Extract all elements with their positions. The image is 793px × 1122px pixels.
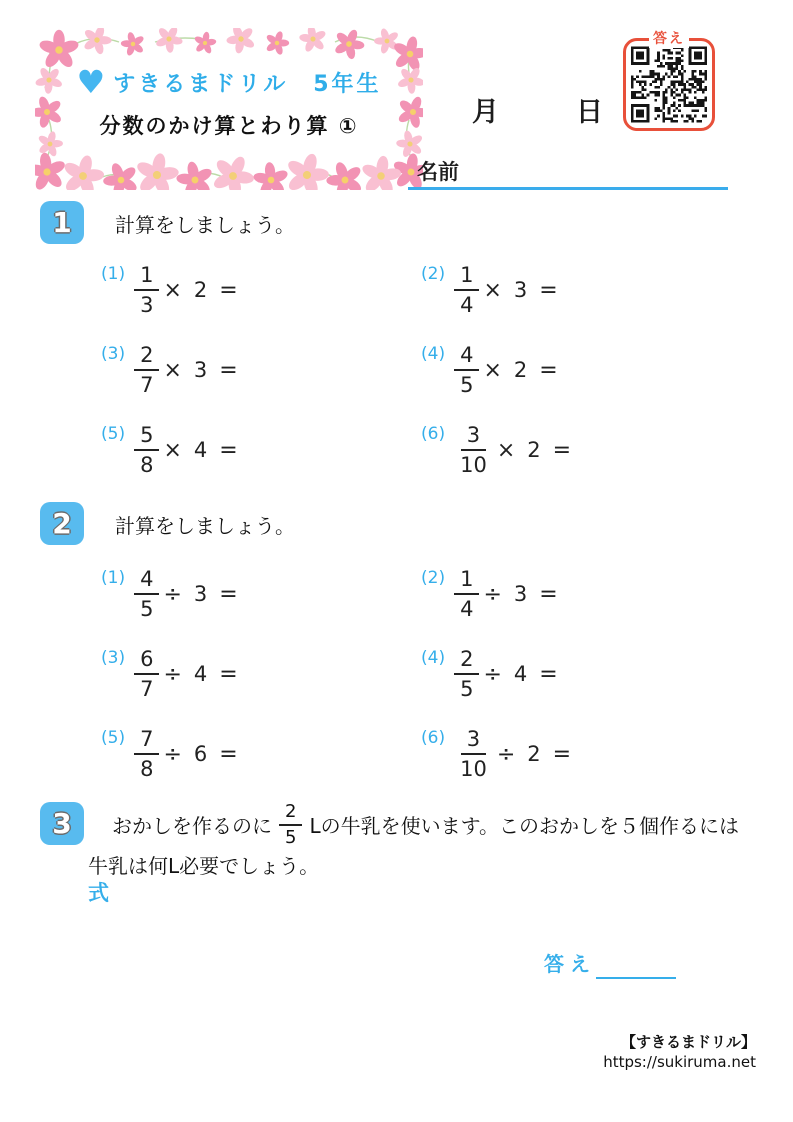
problem-2-5 — [101, 727, 238, 781]
fraction-numerator: 4 — [134, 567, 159, 595]
operator: × — [163, 437, 182, 463]
operator: ÷ — [496, 741, 516, 767]
fraction-numerator: 7 — [134, 727, 159, 755]
equals-sign: = — [219, 277, 238, 303]
fraction-denominator: 5 — [140, 597, 154, 622]
footer — [603, 1032, 756, 1072]
fraction-numerator: 2 — [454, 647, 479, 675]
problem-1-3 — [101, 343, 238, 397]
equals-sign: = — [219, 357, 238, 383]
name-entry-line — [408, 187, 728, 190]
fraction-denominator: 5 — [460, 677, 474, 702]
fraction — [134, 647, 159, 701]
fraction-denominator: 5 — [460, 373, 474, 398]
fraction-denominator: 7 — [140, 373, 154, 398]
name-label: 名前 — [417, 160, 459, 184]
fraction — [134, 727, 159, 781]
problem-1-6 — [421, 423, 571, 477]
fraction — [454, 263, 479, 317]
problem-label: (3) — [101, 648, 126, 668]
fraction — [279, 802, 302, 848]
problem-2-1 — [101, 567, 238, 621]
section-2-instruction: 計算をしましょう。 — [115, 514, 295, 538]
word-problem-text-after: Lの牛乳を使います。このおかしを５個作るには — [309, 814, 739, 839]
fraction — [134, 263, 159, 317]
fraction — [454, 567, 479, 621]
operator: ÷ — [163, 661, 182, 687]
operand: 4 — [193, 662, 208, 687]
operand: 2 — [513, 358, 528, 383]
section-1-instruction: 計算をしましょう。 — [115, 213, 295, 237]
fraction-denominator: 3 — [140, 293, 154, 318]
qr-code-image — [631, 46, 707, 123]
qr-answer-label: 答え — [649, 28, 689, 48]
operand: 2 — [527, 742, 541, 767]
operator: × — [483, 277, 502, 303]
fraction-denominator: 8 — [140, 453, 154, 478]
equals-sign: = — [539, 661, 558, 687]
fraction-numerator: 5 — [134, 423, 159, 451]
operand: 3 — [193, 582, 208, 607]
problem-1-4 — [421, 343, 558, 397]
header-flower-banner — [35, 28, 423, 190]
formula-label: 式 — [88, 881, 109, 905]
equals-sign: = — [552, 437, 572, 463]
problem-label: (5) — [101, 424, 126, 444]
word-problem-text-before: おかしを作るのに — [112, 814, 272, 839]
worksheet-title: 分数のかけ算とわり算 ① — [99, 114, 359, 138]
fraction-denominator: 5 — [285, 826, 297, 848]
fraction-denominator: 4 — [460, 293, 474, 318]
equals-sign: = — [539, 357, 558, 383]
section-3-badge: 3 — [40, 802, 84, 845]
fraction-denominator: 7 — [140, 677, 154, 702]
equals-sign: = — [219, 661, 238, 687]
operator: × — [483, 357, 502, 383]
fraction-denominator: 8 — [140, 757, 154, 782]
fraction — [134, 423, 159, 477]
operand: 3 — [513, 582, 528, 607]
heart-icon: ♥ — [76, 63, 106, 101]
operand: 4 — [513, 662, 528, 687]
flower-border-decoration — [35, 28, 423, 190]
section-2-badge: 2 — [40, 502, 84, 545]
fraction-numerator: 6 — [134, 647, 159, 675]
section-1-badge: 1 — [40, 201, 84, 244]
fraction-numerator: 2 — [134, 343, 159, 371]
operand: 2 — [193, 278, 208, 303]
operator: × — [496, 437, 516, 463]
word-problem-line2: 牛乳は何L必要でしょう。 — [88, 854, 320, 878]
operator: ÷ — [483, 581, 502, 607]
operand: 4 — [193, 438, 208, 463]
answer-entry-line — [596, 977, 676, 979]
fraction-denominator: 10 — [460, 757, 487, 782]
problem-2-4 — [421, 647, 558, 701]
operator: × — [163, 357, 182, 383]
problem-2-6 — [421, 727, 571, 781]
series-title: すきるまドリル 5年生 — [113, 71, 382, 97]
fraction — [134, 567, 159, 621]
operand: 6 — [193, 742, 208, 767]
problem-label: (2) — [421, 568, 446, 588]
problem-1-5 — [101, 423, 238, 477]
problem-1-2 — [421, 263, 558, 317]
operand: 3 — [193, 358, 208, 383]
problem-label: (6) — [421, 424, 446, 444]
answer-qr-code — [623, 31, 715, 131]
operator: ÷ — [163, 741, 182, 767]
fraction — [134, 343, 159, 397]
fraction-numerator: 1 — [134, 263, 159, 291]
operator: × — [163, 277, 182, 303]
problem-label: (3) — [101, 344, 126, 364]
equals-sign: = — [539, 581, 558, 607]
fraction-numerator: 4 — [454, 343, 479, 371]
problem-label: (4) — [421, 648, 446, 668]
equals-sign: = — [539, 277, 558, 303]
equals-sign: = — [552, 741, 572, 767]
operand: 2 — [527, 438, 541, 463]
problem-label: (1) — [101, 264, 126, 284]
footer-site-name: 【すきるまドリル】 — [620, 1033, 756, 1051]
problem-label: (2) — [421, 264, 446, 284]
problem-2-3 — [101, 647, 238, 701]
problem-1-1 — [101, 263, 238, 317]
operator: ÷ — [163, 581, 182, 607]
fraction-numerator: 3 — [461, 423, 486, 451]
operand: 3 — [513, 278, 528, 303]
fraction — [454, 343, 479, 397]
fraction-numerator: 1 — [454, 567, 479, 595]
word-problem-line1 — [112, 802, 739, 848]
fraction-numerator: 3 — [461, 727, 486, 755]
fraction-denominator: 10 — [460, 453, 487, 478]
equals-sign: = — [219, 741, 238, 767]
fraction-denominator: 4 — [460, 597, 474, 622]
equals-sign: = — [219, 437, 238, 463]
problem-label: (4) — [421, 344, 446, 364]
operator: ÷ — [483, 661, 502, 687]
month-label: 月 — [472, 97, 499, 128]
fraction — [454, 423, 493, 477]
answer-label: 答え — [544, 952, 596, 976]
problem-label: (6) — [421, 728, 446, 748]
problem-2-2 — [421, 567, 558, 621]
fraction — [454, 647, 479, 701]
problem-label: (5) — [101, 728, 126, 748]
problem-label: (1) — [101, 568, 126, 588]
fraction-numerator: 2 — [279, 802, 302, 826]
series-title-row — [35, 63, 423, 101]
footer-url: https://sukiruma.net — [603, 1053, 756, 1071]
equals-sign: = — [219, 581, 238, 607]
fraction — [454, 727, 493, 781]
fraction-numerator: 1 — [454, 263, 479, 291]
day-label: 日 — [576, 97, 603, 128]
